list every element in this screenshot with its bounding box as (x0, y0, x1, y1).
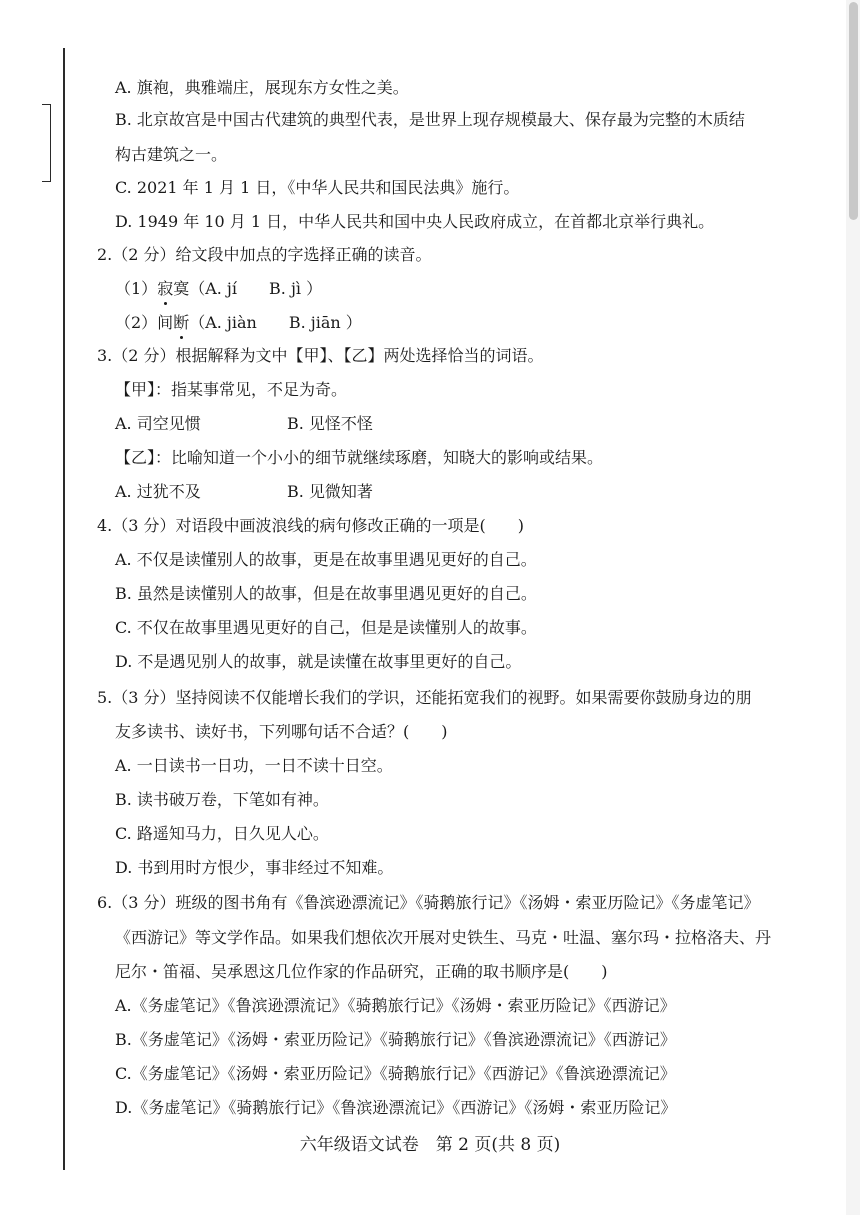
dotted-char: 寂 (157, 279, 174, 298)
q3-jia-option-b: B. 见怪不怪 (287, 414, 373, 433)
q5-stem-line1: 5.（3 分）坚持阅读不仅能增长我们的学识，还能拓宽我们的视野。如果需要你鼓励身边的朋 (97, 688, 752, 707)
scrollbar-thumb[interactable] (849, 2, 858, 220)
q5-option-c: C. 路遥知马力，日久见人心。 (115, 824, 329, 843)
q2-item-2 (115, 313, 362, 333)
q2-item-1-number: （1） (115, 279, 158, 298)
q2-item-1-choices: 寞（A. jí B. jì ） (173, 279, 323, 298)
q4-option-a: A. 不仅是读懂别人的故事，更是在故事里遇见更好的自己。 (115, 550, 537, 569)
q5-option-d: D. 书到用时方恨少，事非经过不知难。 (115, 858, 394, 877)
q4-option-c: C. 不仅在故事里遇见更好的自己，但是是读懂别人的故事。 (115, 618, 537, 637)
q4-option-d: D. 不是遇见别人的故事，就是读懂在故事里更好的自己。 (115, 652, 522, 671)
q5-option-a: A. 一日读书一日功，一日不读十日空。 (115, 756, 393, 775)
q2-item-2-choices: （A. jiàn B. jiān ） (189, 313, 362, 332)
page-footer: 六年级语文试卷 第 2 页(共 8 页) (299, 1135, 561, 1155)
q3-jia-option-a: A. 司空见惯 (115, 414, 201, 433)
q3-stem: 3.（2 分）根据解释为文中【甲】、【乙】两处选择恰当的词语。 (97, 346, 544, 365)
q2-item-1 (115, 279, 322, 299)
q3-yi-option-a: A. 过犹不及 (115, 482, 201, 501)
q1-option-b-line1: B. 北京故宫是中国古代建筑的典型代表，是世界上现存规模最大、保存最为完整的木质结 (115, 110, 745, 129)
q2-stem: 2.（2 分）给文段中加点的字选择正确的读音。 (97, 245, 432, 264)
q4-option-b: B. 虽然是读懂别人的故事，但是在故事里遇见更好的自己。 (115, 584, 537, 603)
q5-stem-line2: 友多读书、读好书，下列哪句话不合适？( ) (115, 722, 448, 741)
q6-stem-line3: 尼尔・笛福、吴承恩这几位作家的作品研究，正确的取书顺序是( ) (115, 962, 608, 981)
dotted-char: 断 (173, 313, 190, 332)
q1-option-c: C. 2021 年 1 月 1 日，《中华人民共和国民法典》施行。 (115, 178, 520, 197)
q6-option-d: D.《务虚笔记》《骑鹅旅行记》《鲁滨逊漂流记》《西游记》《汤姆・索亚历险记》 (115, 1098, 677, 1117)
q6-option-a: A.《务虚笔记》《鲁滨逊漂流记》《骑鹅旅行记》《汤姆・索亚历险记》《西游记》 (115, 996, 676, 1015)
q6-stem-line2: 《西游记》等文学作品。如果我们想依次开展对史铁生、马克・吐温、塞尔玛・拉格洛夫、丹 (115, 928, 772, 947)
q5-option-b: B. 读书破万卷，下笔如有神。 (115, 790, 329, 809)
q3-jia: 【甲】：指某事常见，不足为奇。 (115, 380, 348, 399)
q6-stem-line1: 6.（3 分）班级的图书角有《鲁滨逊漂流记》《骑鹅旅行记》《汤姆・索亚历险记》《务虚笔记》 (97, 893, 760, 912)
q1-option-b-line2: 构古建筑之一。 (115, 145, 228, 164)
q1-option-a: A. 旗袍，典雅端庄，展现东方女性之美。 (115, 78, 409, 97)
q3-yi: 【乙】：比喻知道一个小小的细节就继续琢磨，知晓大的影响或结果。 (115, 448, 604, 467)
q6-option-b: B.《务虚笔记》《汤姆・索亚历险记》《骑鹅旅行记》《鲁滨逊漂流记》《西游记》 (115, 1030, 676, 1049)
q3-yi-option-b: B. 见微知著 (287, 482, 373, 501)
vertical-scrollbar[interactable] (846, 0, 860, 1215)
q1-option-d: D. 1949 年 10 月 1 日，中华人民共和国中央人民政府成立，在首都北京举行典礼。 (115, 212, 715, 231)
q2-item-2-number: （2）间 (115, 313, 174, 332)
q6-option-c: C.《务虚笔记》《汤姆・索亚历险记》《骑鹅旅行记》《西游记》《鲁滨逊漂流记》 (115, 1064, 676, 1083)
q4-stem: 4.（3 分）对语段中画波浪线的病句修改正确的一项是( ) (97, 516, 525, 535)
